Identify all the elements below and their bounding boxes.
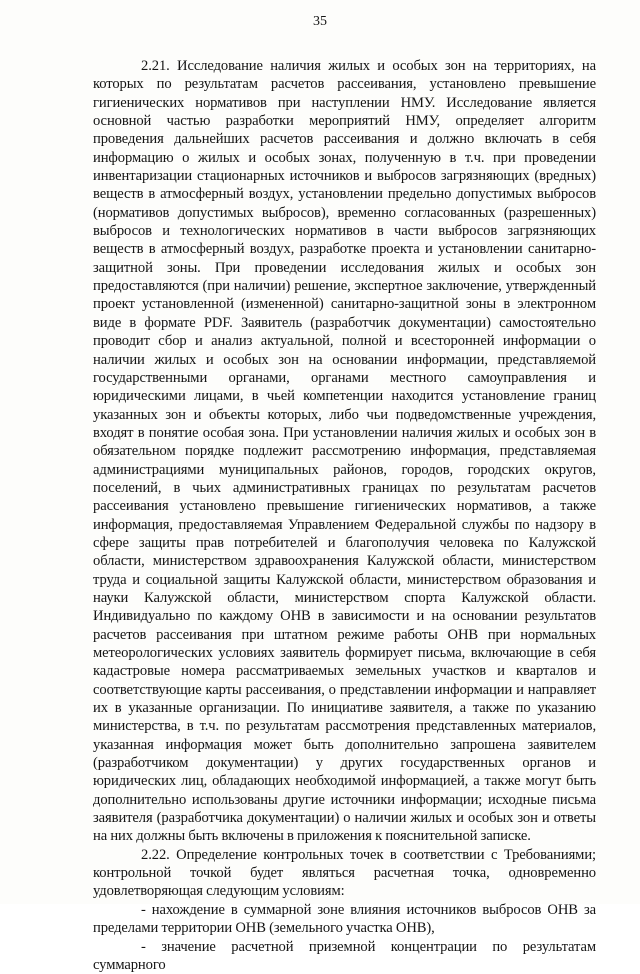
paragraph-2-21: 2.21. Исследование наличия жилых и особых зон на территориях, на которых по результатам расчетов рассеивания, установлено превышение гигиенических нормативов при наступлении НМУ. Исследование является основной частью разработки мероприятий НМУ, определяет алгоритм проведения дальнейших расчетов рассеивания и должно включать в себя информацию о жилых и особых зонах, полученную в т.ч. при проведении инвентаризации стационарных источников и выбросов загрязняющих (вредных) веществ в атмосферный воздух, установлении предельно допустимых выбросов (нормативов допустимых выбросов), временно согласованных (разрешенных) выбросов и технологических нормативов в части выбросов загрязняющих веществ в атмосферный воздух, разработке проекта и установлении санитарно-защитной зоны. При проведении исследования жилых и особых зон предоставляются (при наличии) решение, экспертное заключение, утвержденный проект установленной (измененной) санитарно-защитной зоны в электронном виде в формате PDF. Заявитель (разработчик документации) самостоятельно проводит сбор и анализ актуальной, полной и всесторонней информации о наличии жилых и особых зон на основании информации, представляемой государственными органами, органами местного самоуправления и юридическими лицами, в чьей компетенции находится установление границ указанных зон и объекты которых, либо чьи подведомственные учреждения, входят в понятие особая зона. При установлении наличия жилых и особых зон в обязательном порядке подлежит рассмотрению информация, представляемая администрациями муниципальных районов, городов, городских округов, поселений, в чьих административных границах по результатам расчетов рассеивания установлено превышение гигиенических нормативов, а также информация, предоставляемая Управлением Федеральной службы по надзору в сфере защиты прав потребителей и благополучия человека по Калужской области, министерством здравоохранения Калужской области, министерством труда и социальной защиты Калужской области, министерством образования и науки Калужской области, министерством спорта Калужской области. Индивидуально по каждому ОНВ в зависимости и на основании результатов расчетов рассеивания при штатном режиме работы ОНВ при нормальных метеорологических условиях заявитель формирует письма, включающие в себя кадастровые номера рассматриваемых земельных участков и кварталов и соответствующие карты рассеивания, о представлении информации и направляет их в указанные организации. По инициативе заявителя, а также по указанию министерства, в т.ч. по результатам рассмотрения представленных материалов, указанная информация может быть дополнительно запрошена заявителем (разработчиком документации) у других государственных органов и юридических лиц, обладающих необходимой информацией, а также могут быть дополнительно использованы другие источники информации; исходные письма заявителя (разработчика документации) о наличии жилых и особых зон и ответы на них должны быть включены в приложения к пояснительной записке. — [93, 57, 596, 846]
list-item: - нахождение в суммарной зоне влияния источников выбросов ОНВ за пределами территории ОНВ (земельного участка ОНВ), — [93, 901, 596, 938]
page-number: 35 — [0, 14, 640, 30]
paragraph-2-22: 2.22. Определение контрольных точек в соответствии с Требованиями; контрольной точкой будет являться расчетная точка, одновременно удовлетворяющая следующим условиям: — [93, 846, 596, 901]
document-body — [93, 57, 596, 974]
list-item: - значение расчетной приземной концентрации по результатам суммарного — [93, 938, 596, 974]
